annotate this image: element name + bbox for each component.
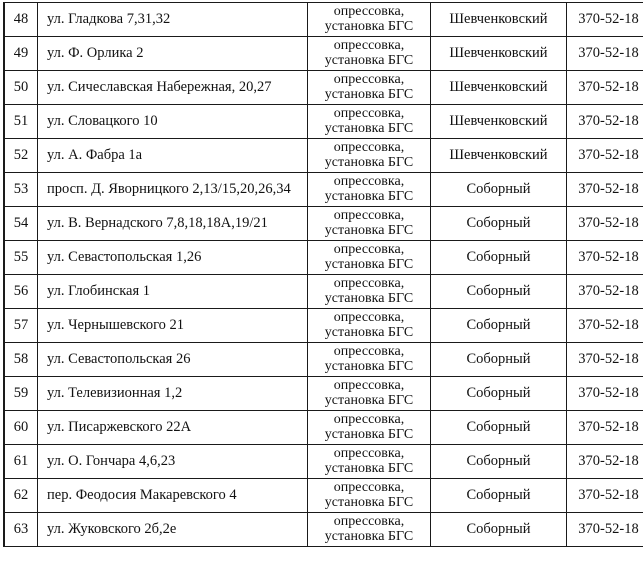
row-number-cell: 62 [4,479,38,513]
row-number-cell: 53 [4,173,38,207]
work-type-line-1: опрессовка, [333,174,405,189]
phone-cell: 370-52-18 [567,309,643,343]
address-cell: ул. Чернышевского 21 [38,309,308,343]
table-row [4,479,643,513]
phone-cell: 370-52-18 [567,377,643,411]
work-type-line-2: установка БГС [324,494,414,510]
district-cell: Соборный [431,377,567,411]
row-number-cell: 55 [4,241,38,275]
phone-cell: 370-52-18 [567,71,643,105]
district-cell: Соборный [431,479,567,513]
address-cell: просп. Д. Яворницкого 2,13/15,20,26,34 [38,173,308,207]
work-type-cell [308,173,431,207]
table-row [4,445,643,479]
work-type-line-1: опрессовка, [333,412,405,427]
table-row [4,309,643,343]
row-number-cell: 58 [4,343,38,377]
district-cell: Соборный [431,275,567,309]
phone-cell: 370-52-18 [567,275,643,309]
work-type-cell [308,411,431,445]
work-type-line-1: опрессовка, [333,344,405,359]
work-type-line-1: опрессовка, [333,310,405,325]
schedule-table-container [3,2,643,547]
address-cell: пер. Феодосия Макаревского 4 [38,479,308,513]
work-type-cell [308,513,431,547]
work-type-line-2: установка БГС [324,358,414,374]
work-type-line-2: установка БГС [324,120,414,136]
district-cell: Соборный [431,343,567,377]
table-row [4,37,643,71]
district-cell: Соборный [431,207,567,241]
work-type-cell [308,3,431,37]
work-type-line-2: установка БГС [324,52,414,68]
table-row [4,105,643,139]
phone-cell: 370-52-18 [567,411,643,445]
work-type-line-2: установка БГС [324,290,414,306]
row-number-cell: 49 [4,37,38,71]
work-type-line-1: опрессовка, [333,276,405,291]
address-cell: ул. В. Вернадского 7,8,18,18А,19/21 [38,207,308,241]
district-cell: Соборный [431,309,567,343]
table-row [4,343,643,377]
work-type-line-1: опрессовка, [333,378,405,393]
district-cell: Шевченковский [431,3,567,37]
address-cell: ул. Жуковского 2б,2е [38,513,308,547]
work-type-line-1: опрессовка, [333,106,405,121]
table-row [4,275,643,309]
row-number-cell: 59 [4,377,38,411]
district-cell: Соборный [431,513,567,547]
table-row [4,71,643,105]
district-cell: Соборный [431,241,567,275]
work-type-line-2: установка БГС [324,528,414,544]
phone-cell: 370-52-18 [567,513,643,547]
row-number-cell: 54 [4,207,38,241]
row-number-cell: 52 [4,139,38,173]
work-type-cell [308,445,431,479]
work-type-line-1: опрессовка, [333,446,405,461]
work-type-line-2: установка БГС [324,256,414,272]
phone-cell: 370-52-18 [567,37,643,71]
work-type-cell [308,139,431,173]
work-type-line-1: опрессовка, [333,140,405,155]
address-cell: ул. А. Фабра 1а [38,139,308,173]
address-cell: ул. Севастопольская 1,26 [38,241,308,275]
phone-cell: 370-52-18 [567,3,643,37]
work-type-line-1: опрессовка, [333,72,405,87]
work-type-cell [308,207,431,241]
phone-cell: 370-52-18 [567,445,643,479]
work-type-cell [308,275,431,309]
district-cell: Шевченковский [431,71,567,105]
work-type-line-2: установка БГС [324,18,414,34]
work-type-line-1: опрессовка, [333,38,405,53]
work-type-cell [308,309,431,343]
district-cell: Соборный [431,445,567,479]
address-cell: ул. Писаржевского 22А [38,411,308,445]
phone-cell: 370-52-18 [567,241,643,275]
work-type-line-1: опрессовка, [333,514,405,529]
work-type-line-2: установка БГС [324,154,414,170]
row-number-cell: 57 [4,309,38,343]
address-cell: ул. Гладкова 7,31,32 [38,3,308,37]
address-cell: ул. Ф. Орлика 2 [38,37,308,71]
district-cell: Соборный [431,411,567,445]
work-type-cell [308,377,431,411]
work-type-cell [308,241,431,275]
address-cell: ул. Словацкого 10 [38,105,308,139]
district-cell: Соборный [431,173,567,207]
address-cell: ул. Телевизионная 1,2 [38,377,308,411]
work-type-cell [308,71,431,105]
address-cell: ул. Сичеславская Набережная, 20,27 [38,71,308,105]
district-cell: Шевченковский [431,105,567,139]
table-row [4,241,643,275]
district-cell: Шевченковский [431,37,567,71]
address-cell: ул. Глобинская 1 [38,275,308,309]
row-number-cell: 61 [4,445,38,479]
row-number-cell: 60 [4,411,38,445]
work-type-cell [308,37,431,71]
table-row [4,411,643,445]
work-type-cell [308,479,431,513]
row-number-cell: 50 [4,71,38,105]
address-cell: ул. Севастопольская 26 [38,343,308,377]
phone-cell: 370-52-18 [567,105,643,139]
work-type-line-2: установка БГС [324,460,414,476]
table-row [4,173,643,207]
address-cell: ул. О. Гончара 4,6,23 [38,445,308,479]
table-row [4,377,643,411]
table-row [4,207,643,241]
work-type-line-1: опрессовка, [333,480,405,495]
row-number-cell: 56 [4,275,38,309]
table-row [4,513,643,547]
work-type-line-2: установка БГС [324,222,414,238]
district-cell: Шевченковский [431,139,567,173]
work-type-line-2: установка БГС [324,392,414,408]
table-row [4,139,643,173]
work-type-line-2: установка БГС [324,188,414,204]
work-type-cell [308,105,431,139]
phone-cell: 370-52-18 [567,343,643,377]
phone-cell: 370-52-18 [567,479,643,513]
work-type-line-2: установка БГС [324,324,414,340]
row-number-cell: 51 [4,105,38,139]
work-type-line-1: опрессовка, [333,208,405,223]
work-type-line-1: опрессовка, [333,242,405,257]
row-number-cell: 63 [4,513,38,547]
table-row [4,3,643,37]
work-type-cell [308,343,431,377]
phone-cell: 370-52-18 [567,173,643,207]
row-number-cell: 48 [4,3,38,37]
work-type-line-2: установка БГС [324,86,414,102]
work-type-line-1: опрессовка, [333,4,405,19]
phone-cell: 370-52-18 [567,207,643,241]
phone-cell: 370-52-18 [567,139,643,173]
work-type-line-2: установка БГС [324,426,414,442]
schedule-table [3,2,643,547]
table-body [4,3,643,547]
